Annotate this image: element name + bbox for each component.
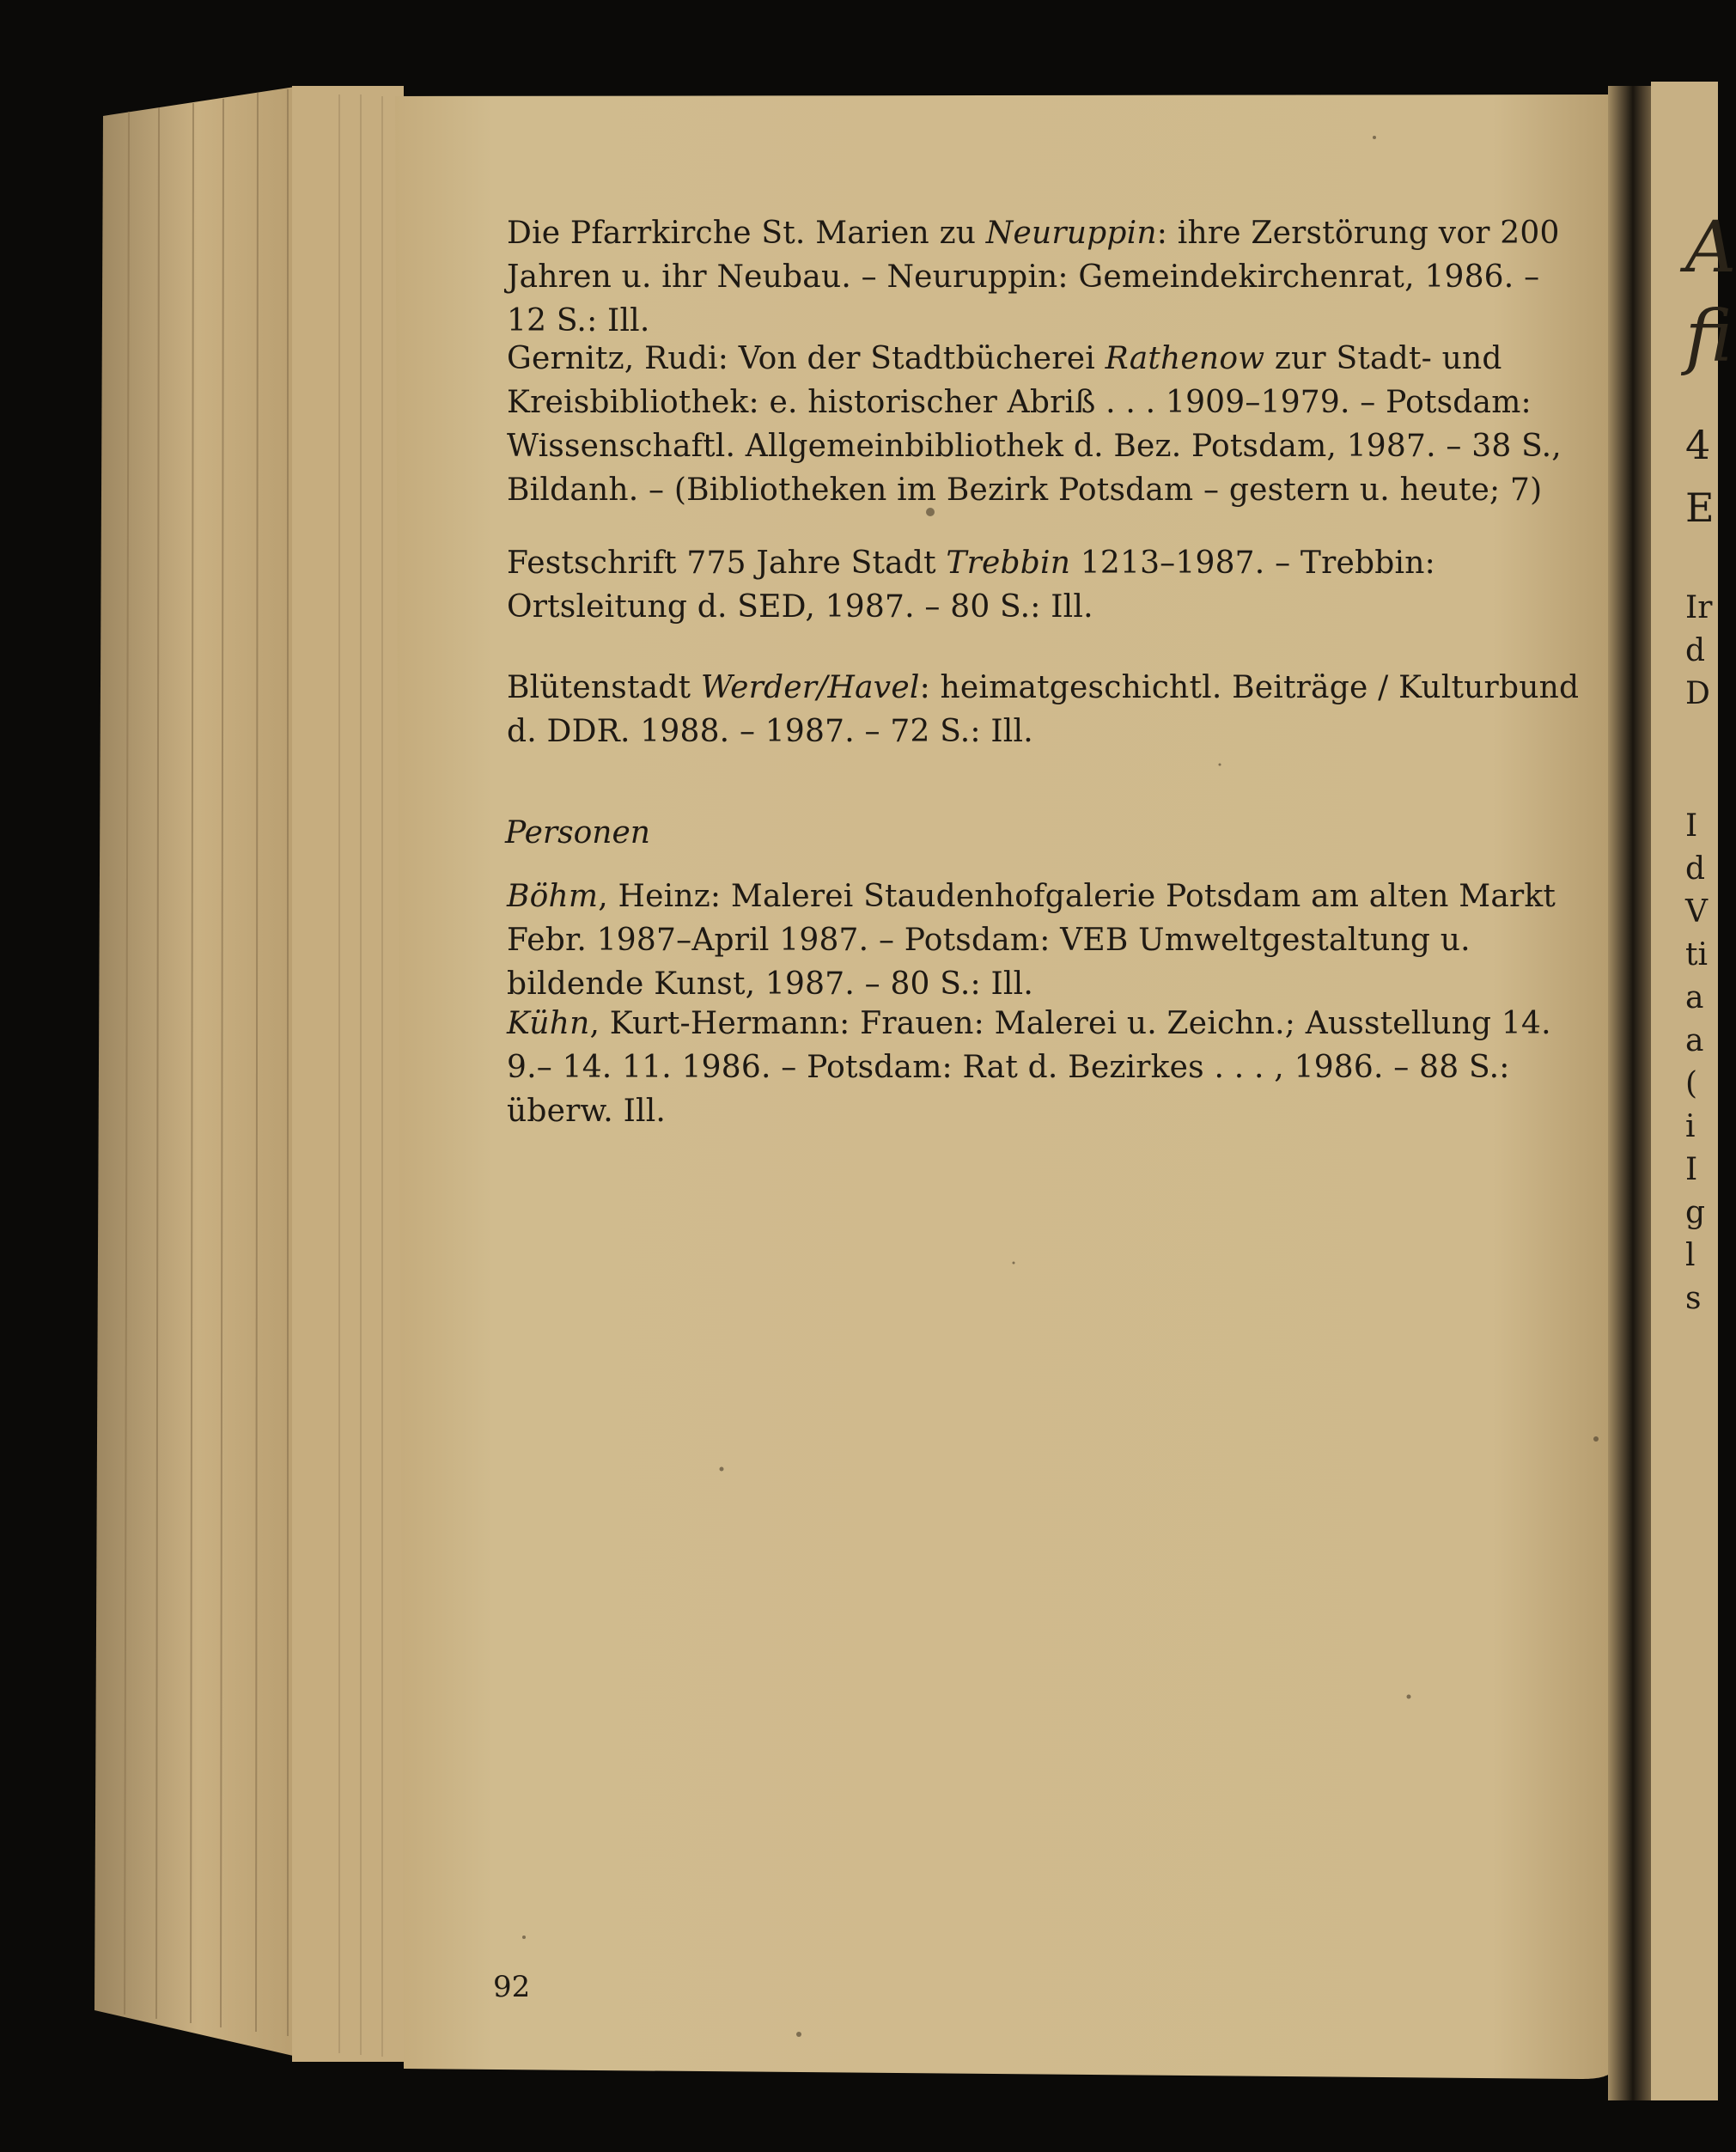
entry-text: , Heinz: Malerei Staudenhofgalerie Potsdam am alten Markt Febr. 1987–April 1987. – Potsdam: VEB Umweltgestaltung u. bildende Kunst, 1987. – 80 S.: Ill. xyxy=(507,879,1556,1002)
bibliography-entry-rathenow xyxy=(507,337,1587,512)
next-page-body-line: I xyxy=(1685,1152,1698,1187)
person-surname: Kühn xyxy=(507,1006,590,1041)
entry-text: Festschrift 775 Jahre Stadt xyxy=(507,546,947,581)
bibliography-entry-neuruppin xyxy=(507,211,1587,343)
next-page-body-line: d xyxy=(1685,851,1706,887)
entry-text: Gernitz, Rudi: Von der Stadtbücherei xyxy=(507,341,1106,376)
next-page-body-line: i xyxy=(1685,1109,1696,1144)
next-page-body-line: g xyxy=(1685,1195,1706,1230)
page-number: 92 xyxy=(493,1970,531,2004)
entry-text: 1213–1987. – Trebbin: Ortsleitung d. SED, 1987. – 80 S.: Ill. xyxy=(507,546,1435,625)
next-page-body-line: l xyxy=(1685,1238,1696,1273)
place-name: Trebbin xyxy=(946,546,1071,581)
next-page-title-line-1: A xyxy=(1685,207,1736,289)
next-page-fragment xyxy=(1685,0,1736,2152)
section-heading-personen: Personen xyxy=(505,815,650,850)
next-page-body-line: ti xyxy=(1685,937,1708,972)
entry-text: : heimatgeschichtl. Beiträge / Kulturbund d. DDR. 1988. – 1987. – 72 S.: Ill. xyxy=(507,670,1580,749)
person-surname: Böhm xyxy=(507,879,599,914)
next-page-intro-line: Ir xyxy=(1685,590,1713,625)
entry-text: zur Stadt- und Kreisbibliothek: e. historischer Abriß . . . 1909–1979. – Potsdam: Wissenschaftl. Allgemeinbibliothek d. Bez. Potsdam, 1987. – 38 S., Bildanh. – (Bibliotheken im Bezirk Potsdam – gestern u. heute; 7) xyxy=(507,341,1562,508)
bibliography-entry-werder xyxy=(507,666,1587,753)
next-page-intro-line: d xyxy=(1685,633,1706,668)
entry-text: , Kurt-Hermann: Frauen: Malerei u. Zeichn.; Ausstellung 14. 9.– 14. 11. 1986. – Potsdam: Rat d. Bezirkes . . . , 1986. – 88 S.: überw. Ill. xyxy=(507,1006,1551,1129)
next-page-subtitle-line-1: 4 xyxy=(1685,422,1711,468)
next-page-body-line: a xyxy=(1685,1023,1704,1058)
next-page-body-line: a xyxy=(1685,980,1704,1015)
next-page-body-line: s xyxy=(1685,1281,1702,1316)
next-page-intro-line: D xyxy=(1685,676,1710,711)
next-page-subtitle-line-2: E xyxy=(1685,485,1715,531)
person-entry-kuehn xyxy=(507,1002,1587,1133)
person-entry-boehm xyxy=(507,875,1587,1006)
bibliography-entry-trebbin xyxy=(507,541,1587,629)
next-page-body-line: V xyxy=(1685,894,1708,930)
next-page-title-line-2: fi xyxy=(1685,296,1733,378)
entry-text: : ihre Zerstörung vor 200 Jahren u. ihr Neubau. – Neuruppin: Gemeindekirchenrat, 1986. – 12 S.: Ill. xyxy=(507,216,1560,338)
place-name: Rathenow xyxy=(1105,341,1265,376)
entry-text: Blütenstadt xyxy=(507,670,701,705)
place-name: Werder/Havel xyxy=(700,670,920,705)
next-page-body-line: I xyxy=(1685,808,1698,844)
place-name: Neuruppin xyxy=(985,216,1157,251)
next-page-body-line: ( xyxy=(1685,1066,1698,1101)
entry-text: Die Pfarrkirche St. Marien zu xyxy=(507,216,986,251)
